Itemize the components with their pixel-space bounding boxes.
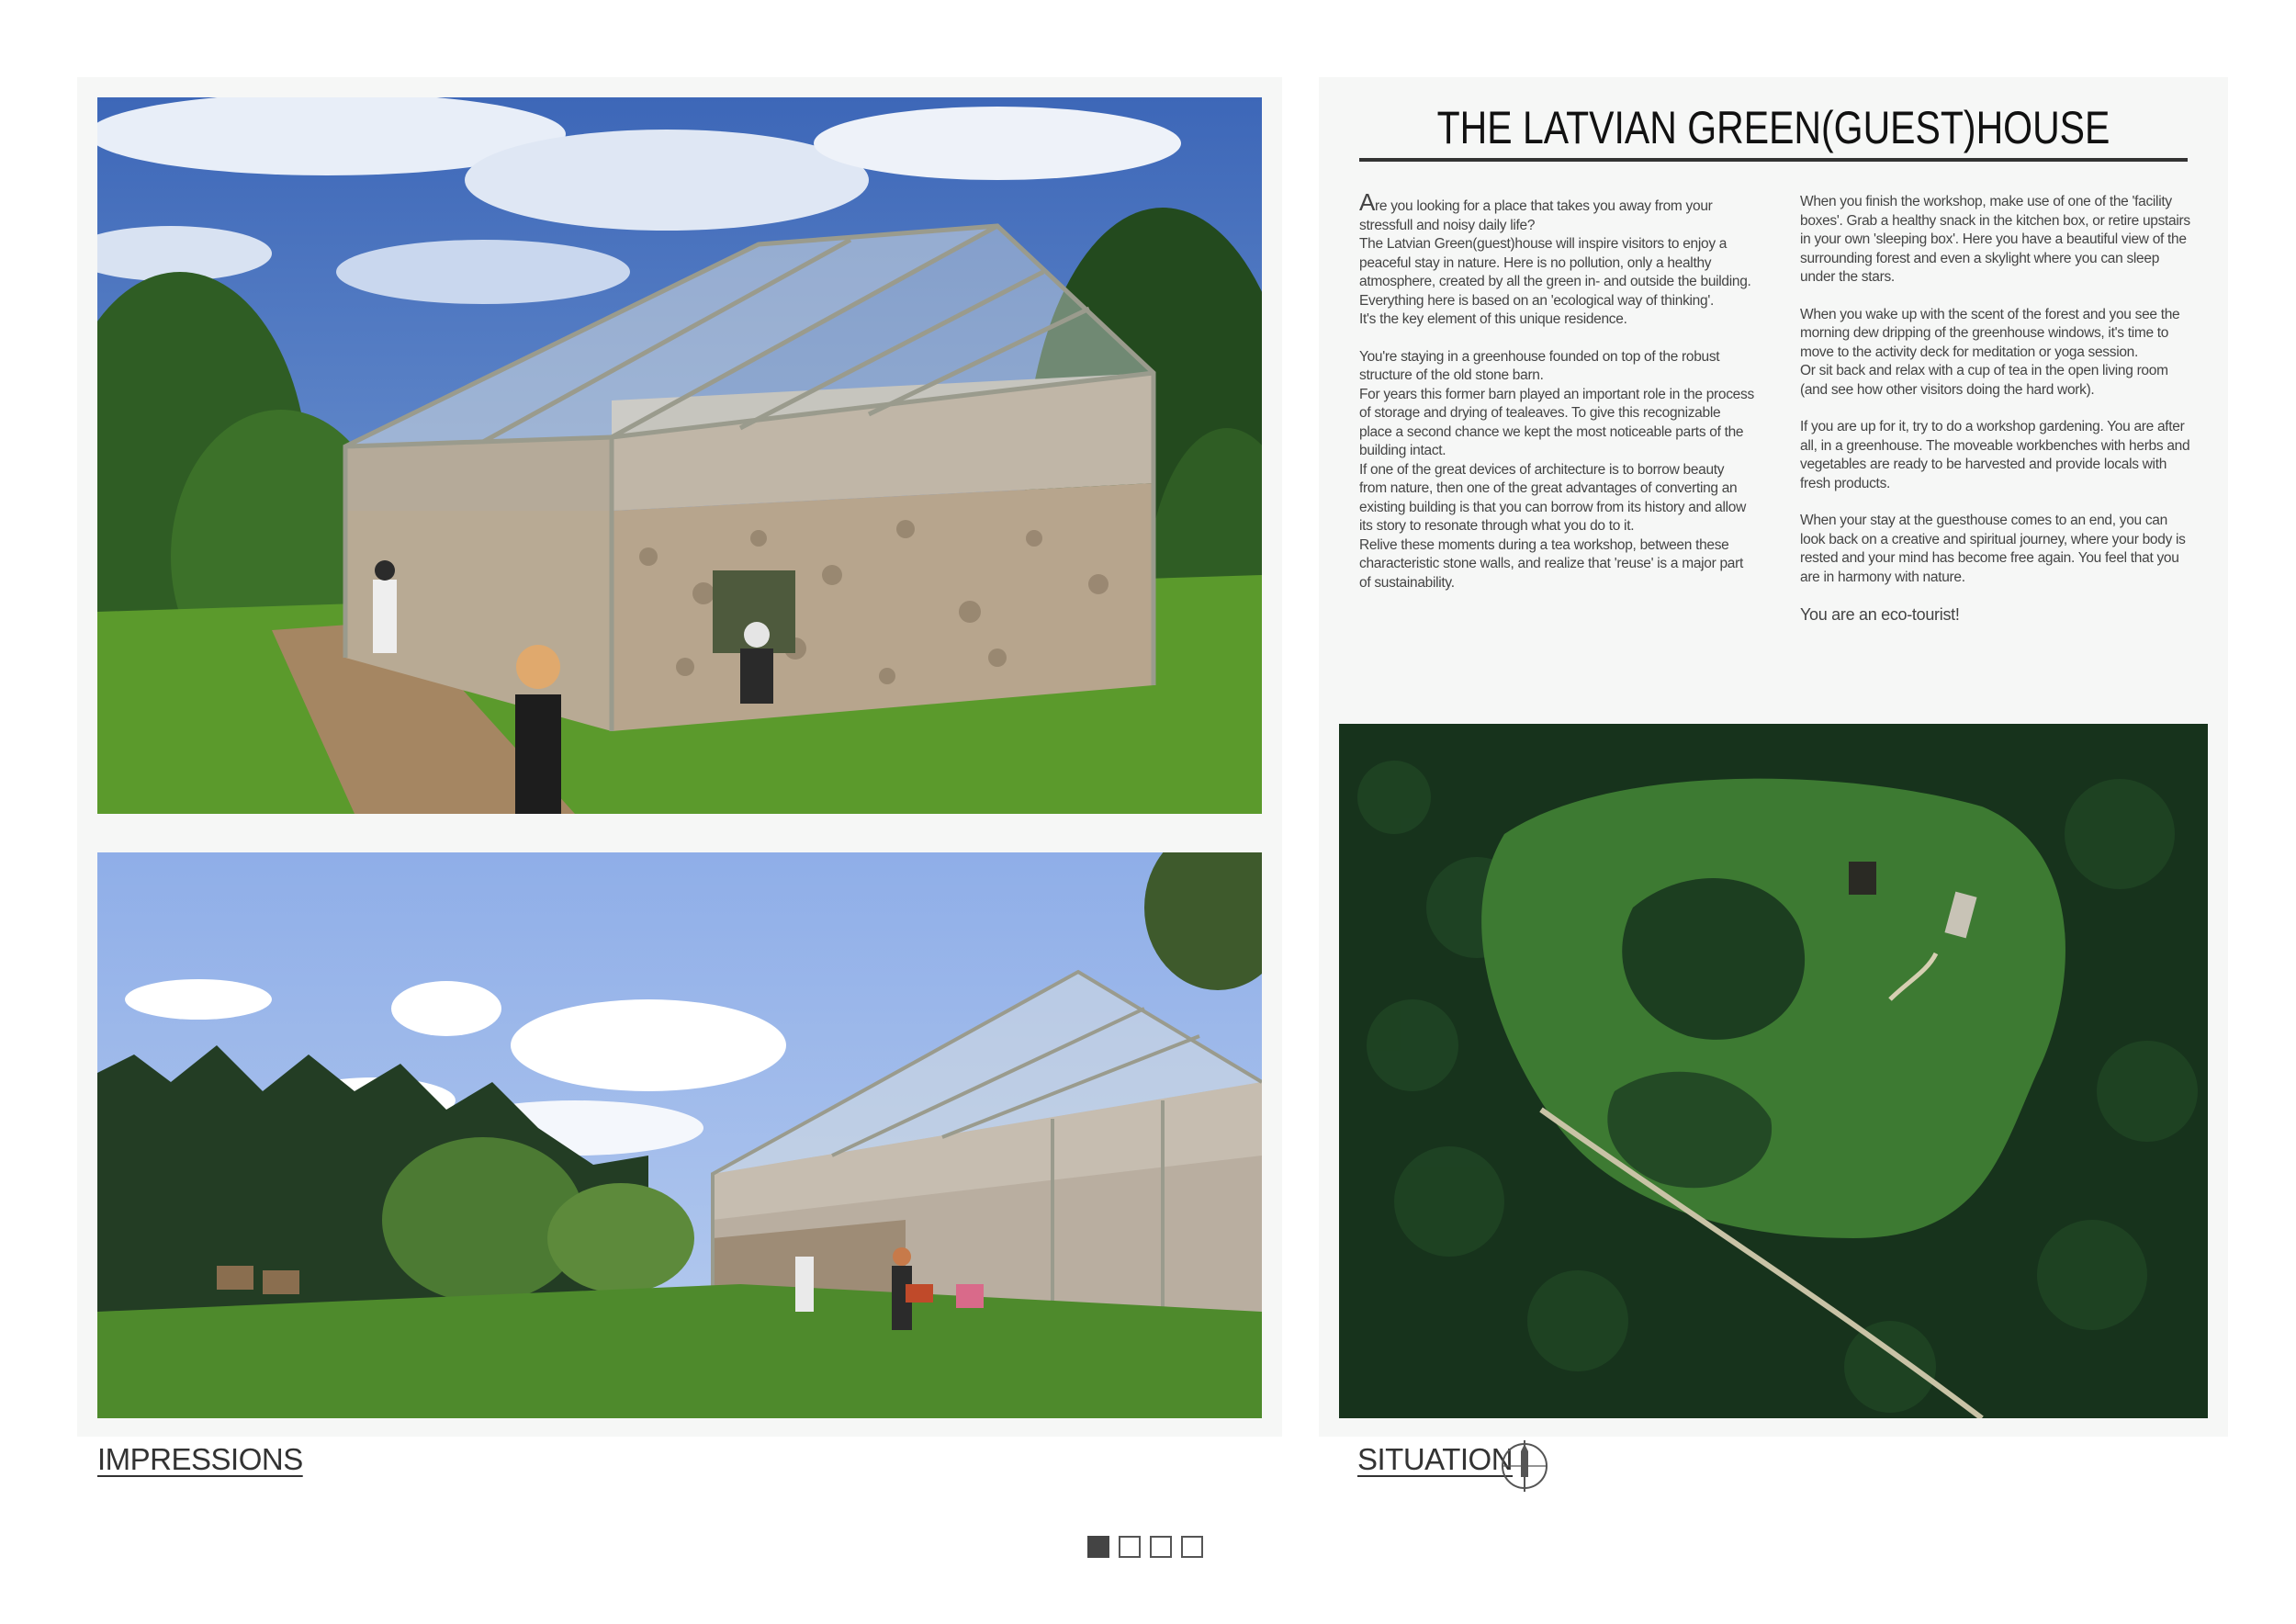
page-indicator-dot-1[interactable]	[1087, 1536, 1109, 1558]
paragraph-intro	[1359, 188, 1754, 330]
text-column-right	[1800, 193, 2195, 643]
render-top-illustration	[97, 97, 1262, 814]
page-indicator	[1087, 1536, 1203, 1558]
paragraph-history: You're staying in a greenhouse founded on top of the robust structure of the old stone barn. For years this former barn played an important role in the process of storage and drying of tealeaves. To give this recognizable place a second chance we kept the most noticeable parts of the building intact. If one of the great devices of architecture is to borrow beauty from nature, then one of the great advantages of converting an existing building is that you can borrow from its history and allow its story to resonate through what you do to it. Relive these moments during a tea workshop, between these characteristic stone walls, and realize that 'reuse' is a major part of sustainability.	[1359, 348, 1754, 591]
impressions-label: IMPRESSIONS	[97, 1442, 303, 1476]
north-arrow-icon	[1499, 1440, 1550, 1492]
paragraph-gardening: If you are up for it, try to do a workshop gardening. You are after all, in a greenhouse. The moveable workbenches with herbs and vegetables are ready to be harvested and provide locals with fresh products.	[1800, 419, 2190, 491]
dropcap-letter: A	[1359, 188, 1376, 216]
situation-label: SITUATION	[1357, 1442, 1514, 1476]
title-underline	[1359, 158, 2188, 162]
greenhouse-render-bottom	[97, 852, 1262, 1418]
page-title: THE LATVIAN GREEN(GUEST)HOUSE	[1436, 102, 2110, 153]
aerial-illustration	[1339, 724, 2208, 1418]
paragraph-morning: When you wake up with the scent of the forest and you see the morning dew dripping of the greenhouse windows, it's time to move to the activity deck for meditation or yoga session. Or sit back and relax with a cup of tea in the open living room (and see how other visitors doing the hard work).	[1800, 306, 2180, 398]
aerial-site-photo	[1339, 724, 2208, 1418]
paragraph-closing: You are an eco-tourist!	[1800, 605, 1960, 624]
text-column-left	[1359, 188, 1754, 611]
render-bottom-illustration	[97, 852, 1262, 1418]
page-indicator-dot-2[interactable]	[1119, 1536, 1141, 1558]
greenhouse-render-top	[97, 97, 1262, 814]
page-indicator-dot-4[interactable]	[1181, 1536, 1203, 1558]
paragraph-intro-text: re you looking for a place that takes you away from your stressfull and noisy daily life? The Latvian Green(guest)house will inspire visitors to enjoy a peaceful stay in nature. Here is no pollution, only a healthy atmosphere, created by all the green in- and outside the building. Everything here is based on an 'ecological way of thinking'. It's the key element of this unique residence.	[1359, 198, 1751, 327]
paragraph-end-of-stay: When your stay at the guesthouse comes to an end, you can look back on a creative and spiritual journey, where your body is rested and your mind has become free again. You feel that you are in harmony with nature.	[1800, 513, 2186, 585]
paragraph-facility-boxes: When you finish the workshop, make use of one of the 'facility boxes'. Grab a healthy snack in the kitchen box, or retire upstairs in your own 'sleeping box'. Here you have a beautiful view of the surrounding forest and even a skylight where you can sleep under the stars.	[1800, 194, 2190, 285]
page-indicator-dot-3[interactable]	[1150, 1536, 1172, 1558]
